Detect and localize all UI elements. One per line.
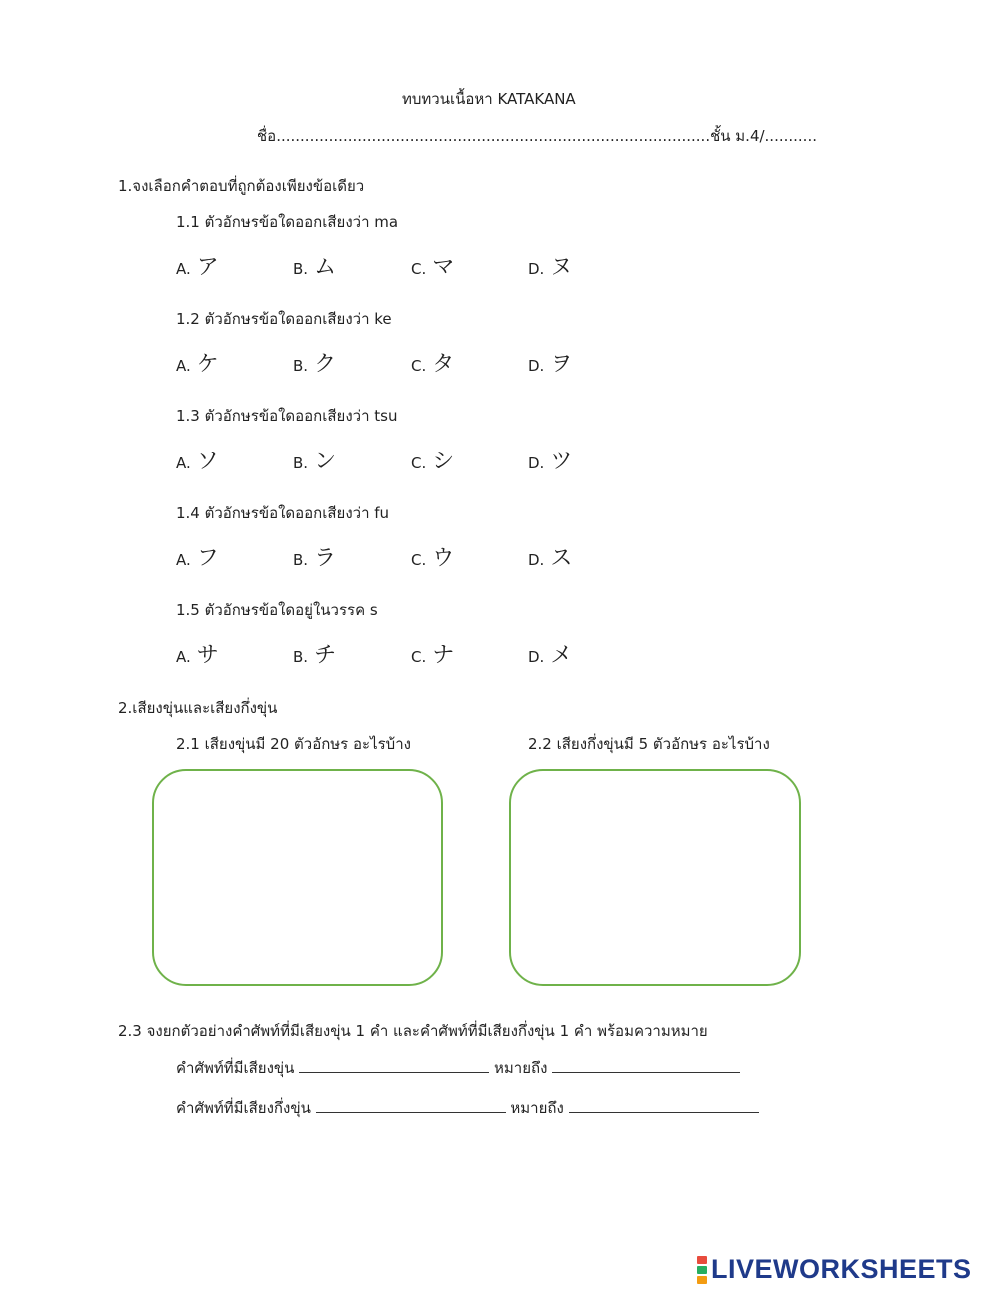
option-letter: C. (411, 260, 427, 278)
option-1-5-c[interactable] (411, 638, 454, 669)
question-1-4-prompt: 1.4 ตัวอักษรข้อใดออกเสียงว่า fu (176, 504, 390, 522)
option-kana: ケ (196, 352, 219, 377)
option-1-1-d[interactable] (528, 250, 572, 281)
option-letter: B. (293, 454, 309, 472)
voiced-meaning-blank[interactable] (552, 1058, 740, 1073)
question-1-1-prompt: 1.1 ตัวอักษรข้อใดออกเสียงว่า ma (176, 213, 399, 231)
option-kana: ヌ (550, 255, 573, 280)
semi-voiced-word-blank[interactable] (316, 1098, 506, 1113)
name-class-line: ชื่อ...........................................................................................ชั้น ม.4/........... (257, 127, 817, 145)
option-kana: メ (550, 643, 573, 668)
option-letter: B. (293, 551, 309, 569)
option-letter: B. (293, 648, 309, 666)
option-letter: C. (411, 357, 427, 375)
option-1-2-b[interactable] (293, 347, 336, 378)
option-kana: ク (314, 352, 337, 377)
option-1-3-b[interactable] (293, 444, 336, 475)
option-letter: D. (528, 357, 545, 375)
voiced-word-blank[interactable] (299, 1058, 489, 1073)
question-2-2-prompt: 2.2 เสียงกึ่งขุ่นมี 5 ตัวอักษร อะไรบ้าง (528, 735, 770, 753)
answer-box-2-1[interactable] (152, 769, 443, 986)
option-letter: D. (528, 260, 545, 278)
voiced-word-label: คำศัพท์ที่มีเสียงขุ่น (176, 1059, 295, 1077)
option-letter: A. (176, 260, 191, 278)
option-1-4-d[interactable] (528, 541, 572, 572)
question-1-5-prompt: 1.5 ตัวอักษรข้อใดอยู่ในวรรค s (176, 601, 378, 619)
option-kana: ム (314, 255, 337, 280)
section1-title: 1.จงเลือกคำตอบที่ถูกต้องเพียงข้อเดียว (118, 177, 365, 195)
option-kana: ヲ (550, 352, 573, 377)
option-letter: C. (411, 454, 427, 472)
option-letter: A. (176, 648, 191, 666)
option-1-3-c[interactable] (411, 444, 454, 475)
option-letter: A. (176, 551, 191, 569)
option-letter: D. (528, 454, 545, 472)
worksheet-title: ทบทวนเนื้อหา KATAKANA (402, 90, 576, 108)
option-kana: ン (314, 449, 337, 474)
option-letter: A. (176, 357, 191, 375)
option-letter: C. (411, 648, 427, 666)
option-kana: ウ (432, 546, 455, 571)
option-letter: A. (176, 454, 191, 472)
option-kana: フ (196, 546, 219, 571)
option-1-3-a[interactable] (176, 444, 219, 475)
liveworksheets-brand: LIVEWORKSHEETS (711, 1254, 972, 1284)
voiced-word-line (176, 1056, 740, 1080)
option-1-5-b[interactable] (293, 638, 336, 669)
option-kana: ツ (550, 449, 573, 474)
option-kana: ラ (314, 546, 337, 571)
option-1-2-c[interactable] (411, 347, 454, 378)
option-1-4-c[interactable] (411, 541, 454, 572)
option-letter: D. (528, 648, 545, 666)
option-kana: サ (196, 643, 219, 668)
option-letter: B. (293, 357, 309, 375)
liveworksheets-logo-icon (697, 1255, 707, 1285)
question-1-2-prompt: 1.2 ตัวอักษรข้อใดออกเสียงว่า ke (176, 310, 392, 328)
option-kana: シ (432, 449, 455, 474)
semi-voiced-meaning-blank[interactable] (569, 1098, 759, 1113)
option-1-1-a[interactable] (176, 250, 219, 281)
option-1-3-d[interactable] (528, 444, 572, 475)
option-1-2-a[interactable] (176, 347, 219, 378)
answer-box-2-2[interactable] (509, 769, 801, 986)
voiced-meaning-label: หมายถึง (494, 1059, 548, 1077)
option-kana: ア (196, 255, 219, 280)
option-kana: チ (314, 643, 337, 668)
option-1-5-d[interactable] (528, 638, 572, 669)
option-letter: B. (293, 260, 309, 278)
liveworksheets-logo (697, 1254, 972, 1285)
option-1-2-d[interactable] (528, 347, 572, 378)
option-1-4-a[interactable] (176, 541, 219, 572)
option-1-5-a[interactable] (176, 638, 219, 669)
option-kana: ソ (196, 449, 219, 474)
option-kana: ス (550, 546, 573, 571)
option-letter: C. (411, 551, 427, 569)
question-2-3-prompt: 2.3 จงยกตัวอย่างคำศัพท์ที่มีเสียงขุ่น 1 คำ และคำศัพท์ที่มีเสียงกึ่งขุ่น 1 คำ พร้อมความหมาย (118, 1022, 708, 1040)
option-letter: D. (528, 551, 545, 569)
semi-voiced-word-line (176, 1096, 759, 1120)
semi-voiced-word-label: คำศัพท์ที่มีเสียงกึ่งขุ่น (176, 1099, 311, 1117)
option-kana: マ (432, 255, 455, 280)
option-1-1-b[interactable] (293, 250, 336, 281)
section2-title: 2.เสียงขุ่นและเสียงกึ่งขุ่น (118, 699, 278, 717)
semi-voiced-meaning-label: หมายถึง (510, 1099, 564, 1117)
option-kana: ナ (432, 643, 455, 668)
option-1-1-c[interactable] (411, 250, 454, 281)
question-1-3-prompt: 1.3 ตัวอักษรข้อใดออกเสียงว่า tsu (176, 407, 398, 425)
option-1-4-b[interactable] (293, 541, 336, 572)
question-2-1-prompt: 2.1 เสียงขุ่นมี 20 ตัวอักษร อะไรบ้าง (176, 735, 411, 753)
option-kana: タ (432, 352, 455, 377)
